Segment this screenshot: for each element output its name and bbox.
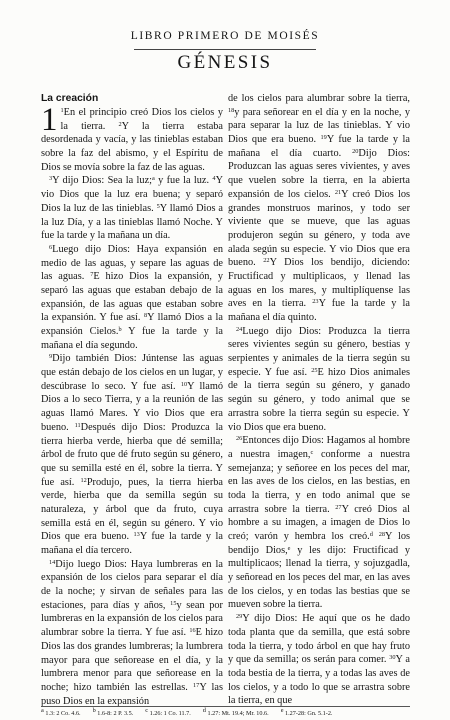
verse-text: Luego dijo Dios: Produzca la tierra seres vivientes según su género, bestias y serpientes y animales de la tierra según su especie. Y fue así. [228,325,410,378]
verse-paragraph [228,434,410,612]
verse-number: 18 [228,106,235,114]
chapter-title: GÉNESIS [177,52,273,73]
footnote-marker: e [280,706,284,714]
verse-paragraph [41,558,223,709]
footnote-marker: c [310,448,314,456]
verse-paragraph [41,174,223,242]
verse-text: Y creó Dios los grandes monstruos marinos, y todo ser viviente que se mueve, que las aguas produjeron según su género, y toda ave alada según su especie. Y vio Dios que era bueno. [228,188,411,269]
verse-number: 21 [334,188,342,196]
verse-number: 12 [80,476,87,484]
verse-number: 30 [389,654,396,661]
verse-number: 4 [212,175,216,183]
verse-text: Y las puso Dios en la expansión [41,681,223,707]
verse-text: Y llamó Dios a lo seco Tierra, y a la reunión de las aguas llamó Mares. Y vio Dios que era bueno. [41,380,224,433]
verse-text: En el principio creó Dios los cielos y la tierra. [60,107,223,132]
verse-paragraph [41,102,223,174]
verse-number: 14 [49,558,56,566]
verse-number: 5 [156,202,160,210]
verse-number: 11 [74,421,81,429]
right-column [228,92,410,708]
footnote-marker: e [287,544,291,552]
verse-number: 10 [180,380,188,388]
verse-text: Produjo, pues, la tierra hierba verde, hierba que da semilla según su naturaleza, y árbol que da fruto, cuya semilla está en él, según su género. Y vio Dios que era bueno. [41,476,224,543]
verse-number: 24 [236,325,243,333]
verse-text: y les dijo: Fructificad y multiplicaos; llenad la tierra, y sojuzgadla, y señoread en los peces del mar, en las aves de los cielos, y en todas las bestias que se mueven sobre la tierra. [228,544,410,611]
footnote-text: 1.6-8: 2 P. 3.5. [95,710,134,717]
verse-number: 26 [236,435,243,442]
verse-text: Y vio Dios que la luz era buena; y separó Dios la luz de las tinieblas. [41,175,223,214]
verse-text: Luego dijo Dios: Haya expansión en medio de las aguas, y separe las aguas de las aguas. [41,243,223,283]
verse-text: E hizo Dios la expansión, y separó las aguas que estaban debajo de la expansión, de las aguas que estaban sobre la expansión. Y fue así. [41,271,224,324]
footnote-marker: c [145,706,149,714]
footnote-marker: d [202,706,206,714]
verse-number: 3 [49,175,53,183]
verse-number: 22 [263,257,270,265]
footnote-item [145,706,191,717]
verse-number: 25 [311,366,318,374]
verse-number: 28 [378,530,386,538]
verse-text: Y llamó Dios a la luz Día, y a las tinieblas llamó Noche. Y fue la tarde y la mañana un día. [41,202,224,242]
footnote-text: 1.3: 2 Co. 4.6. [43,710,81,717]
verse-text: y para señorear en el día y en la noche, y para separar la luz de las tinieblas. Y vio Dios que era bueno. [228,106,410,146]
section-heading: La creación [41,93,99,104]
verse-text: Y llamó Dios a la expansión Cielos. [41,312,223,337]
verse-text: E hizo Dios animales de la tierra según su género, y ganado según su género, y todo animal que se arrastra sobre la tierra según su especie. Y vio Dios que era bueno. [228,366,410,433]
verse-number: 2 [118,120,122,128]
footnote-text: 1.27-28: Gn. 5.1-2. [283,710,333,717]
verse-text: conforme a nuestra semejanza; y señoree en los peces del mar, en las aves de los cielos, en las bestias, en toda la tierra, y en todo animal que se arrastra sobre la tierra. [228,448,411,515]
verse-number: 7 [90,271,94,279]
verse-number: 27 [335,503,342,511]
verse-paragraph [228,325,410,435]
footnote-item [202,706,269,717]
verse-text: Y fue la tarde y la mañana el día cuarto. [228,134,410,159]
verse-text: Dijo también Dios: Júntense las aguas que están debajo de los cielos en un lugar, y descúbrase lo seco. Y fue así. [41,353,223,392]
verse-text: y sean por lumbreras en la expansión de los cielos para alumbrar sobre la tierra. Y fue así. [41,599,223,639]
footnote-marker: a [152,175,155,183]
footnote-text: 1.27: Mt. 19.4; Mr. 10.6. [205,710,269,717]
verse-number: 17 [193,681,200,689]
book-title: LIBRO PRIMERO DE MOISÉS [130,30,320,42]
verse-number: 29 [236,612,243,620]
verse-number: 16 [189,626,196,634]
verse-text: Y dijo Dios: Sea la luz; [52,175,152,187]
verse-number: 23 [312,298,319,306]
footnote-item [41,706,81,717]
verse-text: Y los bendijo Dios, [228,531,410,556]
footnote-marker: b [92,706,96,714]
verse-text: Y a toda bestia de la tierra, y a todas las aves de los cielos, y a todo lo que se arrastra sobre la tierra, en que [228,654,410,707]
verse-number: 20 [352,147,359,155]
footnote-item [280,706,333,717]
verse-number: 6 [49,243,53,251]
verse-text: Y fue la tarde y la mañana el día segundo. [41,326,223,351]
verse-text: Y creó Dios al hombre a su imagen, a imagen de Dios lo creó; varón y hembra los creó. [228,503,410,542]
verse-text: Y dijo Dios: He aquí que os he dado toda planta que da semilla, que está sobre toda la tierra, y todo árbol en que hay fruto y que da semilla; os serán para comer. [228,613,410,666]
chapter-drop-cap: 1 [41,102,58,138]
footnote-divider [41,706,410,707]
verse-text: E hizo Dios las dos grandes lumbreras; la lumbrera mayor para que señorease en el día, y la lumbrera menor para que señorease en la noche; hizo también las estrellas. [41,627,224,693]
verse-paragraph [41,243,223,353]
verse-number: 8 [143,312,148,320]
footnote-text: 1.26: 1 Co. 11.7. [148,710,191,717]
verse-paragraph [228,612,410,708]
cross-references [41,706,410,717]
footnote-marker: b [118,325,122,333]
verse-text: Dijo Dios: Produzcan las aguas seres vivientes, y aves que vuelen sobre la tierra, en la abierta expansión de los cielos. [228,147,410,200]
title-divider [134,49,316,50]
verse-text: Y la tierra estaba desordenada y vacía, y las tinieblas estaban sobre la faz del abismo, y el Espíritu de Dios se movía sobre la faz de las aguas. [41,120,223,173]
footnote-marker: a [41,706,44,714]
verse-number: 15 [170,599,177,607]
verse-text: Dijo luego Dios: Haya lumbreras en la expansión de los cielos para separar el día de la noche; y sirvan de señales para las estaciones, para días y años, [41,558,223,611]
verse-paragraph [41,352,223,557]
verse-number: 19 [320,133,327,141]
verse-number: 13 [133,531,140,539]
footnote-marker: d [369,530,373,538]
left-column [41,92,223,708]
verse-text: Y Dios los bendijo, diciendo: Fructificad y multiplicaos, y llenad las aguas en los mares, y multiplíquense las aves en la tierra. [228,257,410,310]
verse-number: 9 [49,353,53,361]
verse-text: Entonces dijo Dios: Hagamos al hombre a nuestra imagen, [228,435,410,460]
verse-text: Y fue la tarde y la mañana el día tercero. [41,531,223,556]
verse-number: 1 [60,106,64,114]
verse-text: Después dijo Dios: Produzca la tierra hierba verde, hierba que dé semilla; árbol de fruto que dé fruto según su género, que su semilla esté en él, sobre la tierra. Y fue así. [41,421,224,488]
verse-text: y fue la luz. [154,175,213,187]
verse-paragraph [228,92,410,325]
verse-text: de los cielos para alumbrar sobre la tierra, [228,93,410,104]
footnote-item [92,706,134,717]
right-column-text [228,92,410,708]
left-column-text [41,102,224,708]
verse-text: Y fue la tarde y la mañana el día quinto. [228,298,410,323]
